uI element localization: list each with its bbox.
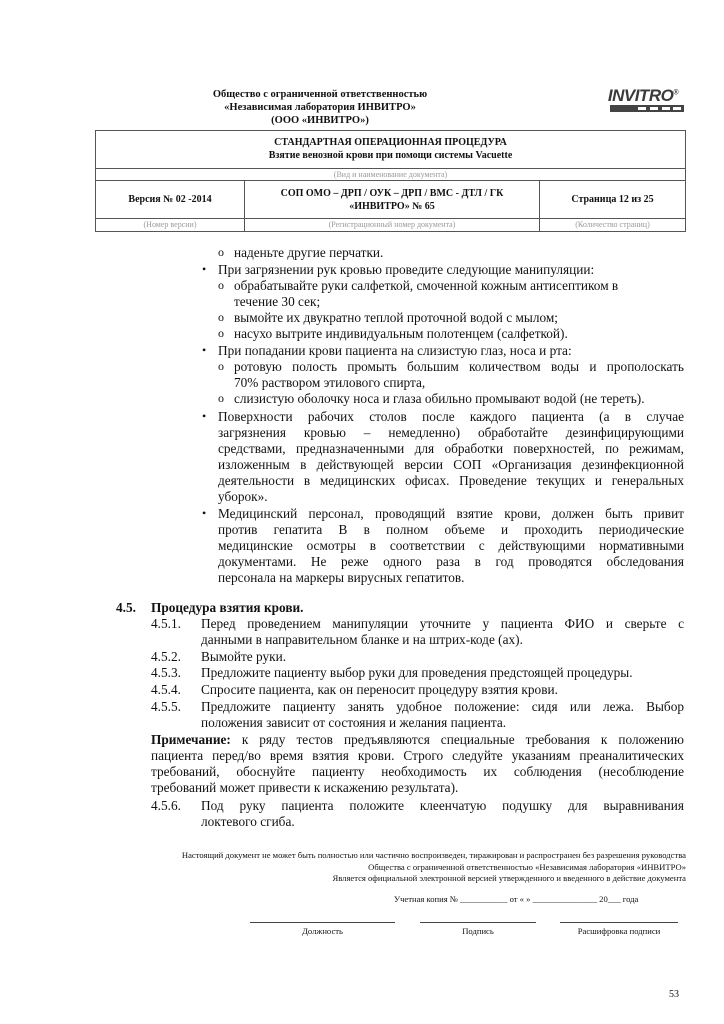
paragraph-line: медицинские осмотры в соответствии с действующими нормативными	[218, 538, 684, 553]
footer-line-1: Настоящий документ не может быть полностью или частично воспроизведен, тиражирован и распространен без разрешения руководства	[181, 850, 686, 860]
circle-bullet-icon: o	[218, 245, 224, 259]
step-line: Перед проведением манипуляции уточните у пациента ФИО и сверьте с	[201, 616, 684, 631]
paragraph-line: против гепатита В в полном объеме и проходить периодические	[218, 522, 684, 537]
section-title: Процедура взятия крови.	[151, 600, 304, 615]
position-label: Должность	[302, 926, 343, 936]
step-line: положения зависит от состояния и желания пациента.	[201, 715, 507, 730]
paragraph-line: Медицинский персонал, проводящий взятие крови, должен быть привит	[218, 506, 684, 521]
header-title: СТАНДАРТНАЯ ОПЕРАЦИОННАЯ ПРОЦЕДУРА	[274, 137, 507, 148]
header-title-cell	[96, 131, 685, 169]
step-line: Предложите пациенту занять удобное положение: сидя или лежа. Выбор	[201, 699, 684, 714]
sop-number-cell	[245, 181, 540, 218]
note-line: Примечание: к ряду тестов предъявляются специальные требования к положению	[151, 732, 684, 747]
company-header	[150, 88, 490, 127]
step-line: Спросите пациента, как он переносит процедуру взятия крови.	[201, 682, 558, 697]
header-subtitle: Взятие венозной крови при помощи системы Vacuette	[268, 150, 513, 161]
list-item-line: 70% раствором этилового спирта,	[234, 375, 426, 390]
company-line-1: Общество с ограниченной ответственностью	[212, 89, 428, 100]
document-header-table	[95, 130, 686, 232]
sop-line-1: СОП ОМО – ДРП / ОУК – ДРП / ВМС - ДТЛ / ГК	[280, 187, 504, 199]
company-line-3: (ООО «ИНВИТРО»)	[271, 115, 369, 126]
decode-label: Расшифровка подписи	[577, 926, 661, 936]
note-line: пациента перед/во время взятия крови. Строго следуйте указаниям преаналитических	[151, 748, 684, 763]
circle-bullet-icon: o	[218, 359, 224, 373]
logo-text: INVITRO®	[607, 86, 678, 105]
step-line: Под руку пациента положите клеенчатую подушку для выравнивания	[201, 798, 684, 813]
signature-label: Подпись	[462, 926, 494, 936]
bullet-icon: •	[202, 343, 207, 357]
step-line: Предложите пациенту выбор руки для проведения предстоящей процедуры.	[201, 665, 633, 680]
footer-notice	[126, 850, 686, 885]
paragraph-line: изложенным в действующей версии СОП «Организация дезинфекционной	[218, 457, 684, 472]
reg-number-hint: (Регистрационный номер документа)	[245, 219, 540, 231]
header-hints-row	[96, 219, 685, 231]
list-item-line: течение 30 сек;	[234, 294, 321, 309]
logo-bar-icon	[610, 105, 684, 112]
sop-line-2: «ИНВИТРО» № 65	[349, 200, 435, 212]
paragraph-line: деятельности в медицинских офисах. Проведение текущих и генеральных	[218, 473, 684, 488]
account-copy-line: Учетная копия № ___________ от « » _______________ 20___ года	[394, 894, 639, 904]
signature-underline	[420, 922, 536, 923]
section-number: 4.5.	[116, 600, 136, 615]
version-cell: Версия № 02 -2014	[96, 181, 245, 218]
note-line: требований, обоснуйте пациенту необходимость их соблюдения (несоблюдение	[151, 764, 684, 779]
circle-bullet-icon: o	[218, 278, 224, 292]
bullet-icon: •	[202, 506, 207, 520]
paragraph-line: загрязнения кровью – немедленно) обработайте дезинфицирующими	[218, 425, 684, 440]
invitro-logo	[604, 86, 684, 122]
step-number: 4.5.1.	[151, 616, 181, 631]
step-number: 4.5.2.	[151, 649, 181, 664]
list-item: насухо вытрите индивидуальным полотенцем (салфеткой).	[234, 326, 568, 341]
version-hint: (Номер версии)	[96, 219, 245, 231]
step-line: данными в направительном бланке и на штрих-коде (ах).	[201, 632, 523, 647]
list-item: вымойте их двукратно теплой проточной водой с мылом;	[234, 310, 558, 325]
bullet-icon: •	[202, 262, 207, 276]
signature-underline	[560, 922, 678, 923]
list-item-line: ротовую полость промыть большим количеством воды и прополоскать	[234, 359, 684, 374]
circle-bullet-icon: o	[218, 391, 224, 405]
page-count-cell: Страница 12 из 25	[571, 194, 654, 205]
list-item: слизистую оболочку носа и глаза обильно промывают водой (не тереть).	[234, 391, 645, 406]
footer-line-2: Общества с ограниченной ответственностью «Независимая лаборатория «ИНВИТРО»	[368, 861, 686, 872]
step-number: 4.5.3.	[151, 665, 181, 680]
paragraph-line: уборок».	[218, 489, 268, 504]
step-line: локтевого сгиба.	[201, 814, 295, 829]
header-info-row	[96, 181, 685, 219]
paragraph-line: Поверхности рабочих столов после каждого пациента (а в случае	[218, 409, 684, 424]
step-line: Вымойте руки.	[201, 649, 287, 664]
doc-name-hint: (Вид и наименование документа)	[96, 169, 685, 181]
list-item: При загрязнении рук кровью проведите следующие манипуляции:	[218, 262, 595, 277]
list-item-line: обрабатывайте руки салфеткой, смоченной кожным антисептиком в	[234, 278, 619, 293]
list-item: наденьте другие перчатки.	[234, 245, 384, 260]
company-line-2: «Независимая лаборатория ИНВИТРО»	[224, 102, 416, 113]
step-number: 4.5.6.	[151, 798, 181, 813]
pages-hint: (Количество страниц)	[575, 220, 650, 229]
step-number: 4.5.5.	[151, 699, 181, 714]
paragraph-line: средствами, предназначенными для обработки поверхностей, по режимам,	[218, 441, 684, 456]
circle-bullet-icon: o	[218, 326, 224, 340]
step-number: 4.5.4.	[151, 682, 181, 697]
bullet-icon: •	[202, 409, 207, 423]
circle-bullet-icon: o	[218, 310, 224, 324]
page-number: 53	[669, 989, 679, 1000]
note-label: Примечание:	[151, 732, 231, 747]
paragraph-line: документами. Не реже одного раза в год проводятся обследования	[218, 554, 684, 569]
list-item: При попадании крови пациента на слизистую глаз, носа и рта:	[218, 343, 572, 358]
paragraph-line: персонала на маркеры вирусных гепатитов.	[218, 570, 465, 585]
signature-underline	[250, 922, 395, 923]
note-line: требований может привести к искажению результата).	[151, 780, 459, 795]
footer-line-3: Является официальной электронной версией утвержденного и введенного в действие документа	[332, 873, 686, 883]
